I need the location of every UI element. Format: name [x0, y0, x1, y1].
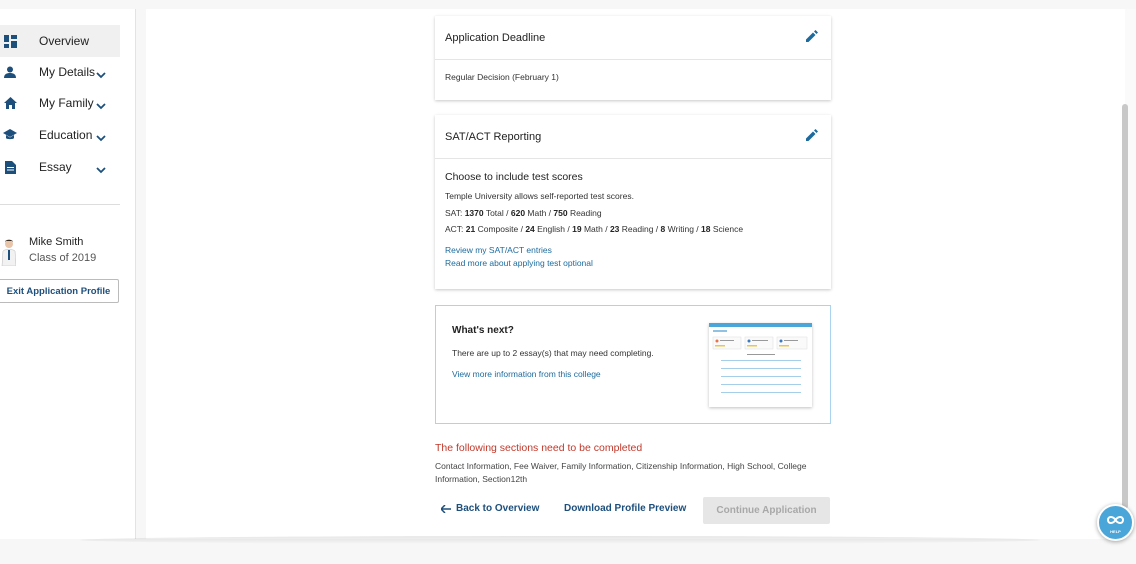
user-name: Mike Smith: [29, 236, 84, 248]
profile-preview-thumbnail: [709, 323, 812, 407]
sidebar-item-label: Education: [39, 128, 93, 142]
user-class: Class of 2019: [29, 252, 97, 264]
application-deadline-card: [435, 16, 831, 100]
chevron-down-icon: [96, 98, 106, 108]
act-scores: ACT: 21 Composite / 24 English / 19 Math / 23 Reading / 8 Writing / 18 Science: [445, 224, 744, 234]
back-label: Back to Overview: [456, 503, 540, 514]
sidebar-divider: [0, 204, 120, 205]
sidebar-item-my-details[interactable]: [0, 56, 120, 88]
person-icon: [3, 65, 17, 79]
download-profile-preview-button[interactable]: Download Profile Preview: [564, 503, 687, 514]
sidebar-item-label: Essay: [39, 160, 72, 174]
card-header: [435, 16, 831, 60]
self-report-note: Temple University allows self-reported test scores.: [445, 191, 634, 201]
document-icon: [3, 160, 17, 174]
top-bar: [0, 0, 1136, 9]
sidebar-item-label: Overview: [39, 34, 90, 48]
graduation-cap-icon: [3, 128, 17, 142]
sat-act-reporting-card: [435, 115, 831, 289]
sidebar-item-label: My Family: [39, 96, 94, 110]
avatar: [0, 238, 16, 266]
sidebar-item-essay[interactable]: [0, 151, 120, 183]
help-label: HELP: [1110, 529, 1121, 534]
test-scores-heading: Choose to include test scores: [445, 171, 583, 183]
chevron-down-icon: [96, 130, 106, 140]
continue-application-button[interactable]: Continue Application: [703, 497, 830, 524]
pencil-icon[interactable]: [806, 129, 818, 141]
card-header: [435, 115, 831, 159]
dashboard-icon: [3, 34, 17, 48]
scrollbar-thumb[interactable]: [1122, 104, 1128, 509]
test-optional-link[interactable]: Read more about applying test optional: [445, 257, 593, 268]
college-info-link[interactable]: View more information from this college: [452, 369, 601, 379]
whats-next-card: [435, 305, 831, 424]
help-button[interactable]: [1097, 504, 1134, 541]
review-sat-act-link[interactable]: Review my SAT/ACT entries: [445, 244, 552, 255]
sidebar: [0, 9, 136, 539]
arrow-left-icon: [441, 505, 451, 513]
back-to-overview-button[interactable]: [441, 503, 539, 514]
home-icon: [3, 96, 17, 110]
bottom-shadow: [80, 536, 1040, 544]
pencil-icon[interactable]: [806, 30, 818, 42]
deadline-value: Regular Decision (February 1): [445, 72, 559, 82]
sidebar-item-label: My Details: [39, 65, 96, 79]
sat-scores: SAT: 1370 Total / 620 Math / 750 Reading: [445, 207, 602, 218]
sidebar-item-education[interactable]: [0, 119, 120, 151]
incomplete-sections-list: Contact Information, Fee Waiver, Family Information, Citizenship Information, High School, College Information, Section12th: [435, 461, 807, 484]
sidebar-item-my-family[interactable]: [0, 87, 120, 119]
card-title: Application Deadline: [445, 31, 546, 44]
infinity-icon: [1099, 506, 1132, 539]
card-title: SAT/ACT Reporting: [445, 130, 542, 143]
incomplete-sections-title: The following sections need to be completed: [435, 442, 643, 454]
whats-next-text: There are up to 2 essay(s) that may need completing.: [452, 348, 654, 358]
sidebar-item-overview[interactable]: [0, 25, 120, 57]
chevron-down-icon: [96, 67, 106, 77]
exit-application-profile-button[interactable]: Exit Application Profile: [0, 279, 119, 303]
chevron-down-icon: [96, 162, 106, 172]
whats-next-title: What's next?: [452, 325, 514, 336]
